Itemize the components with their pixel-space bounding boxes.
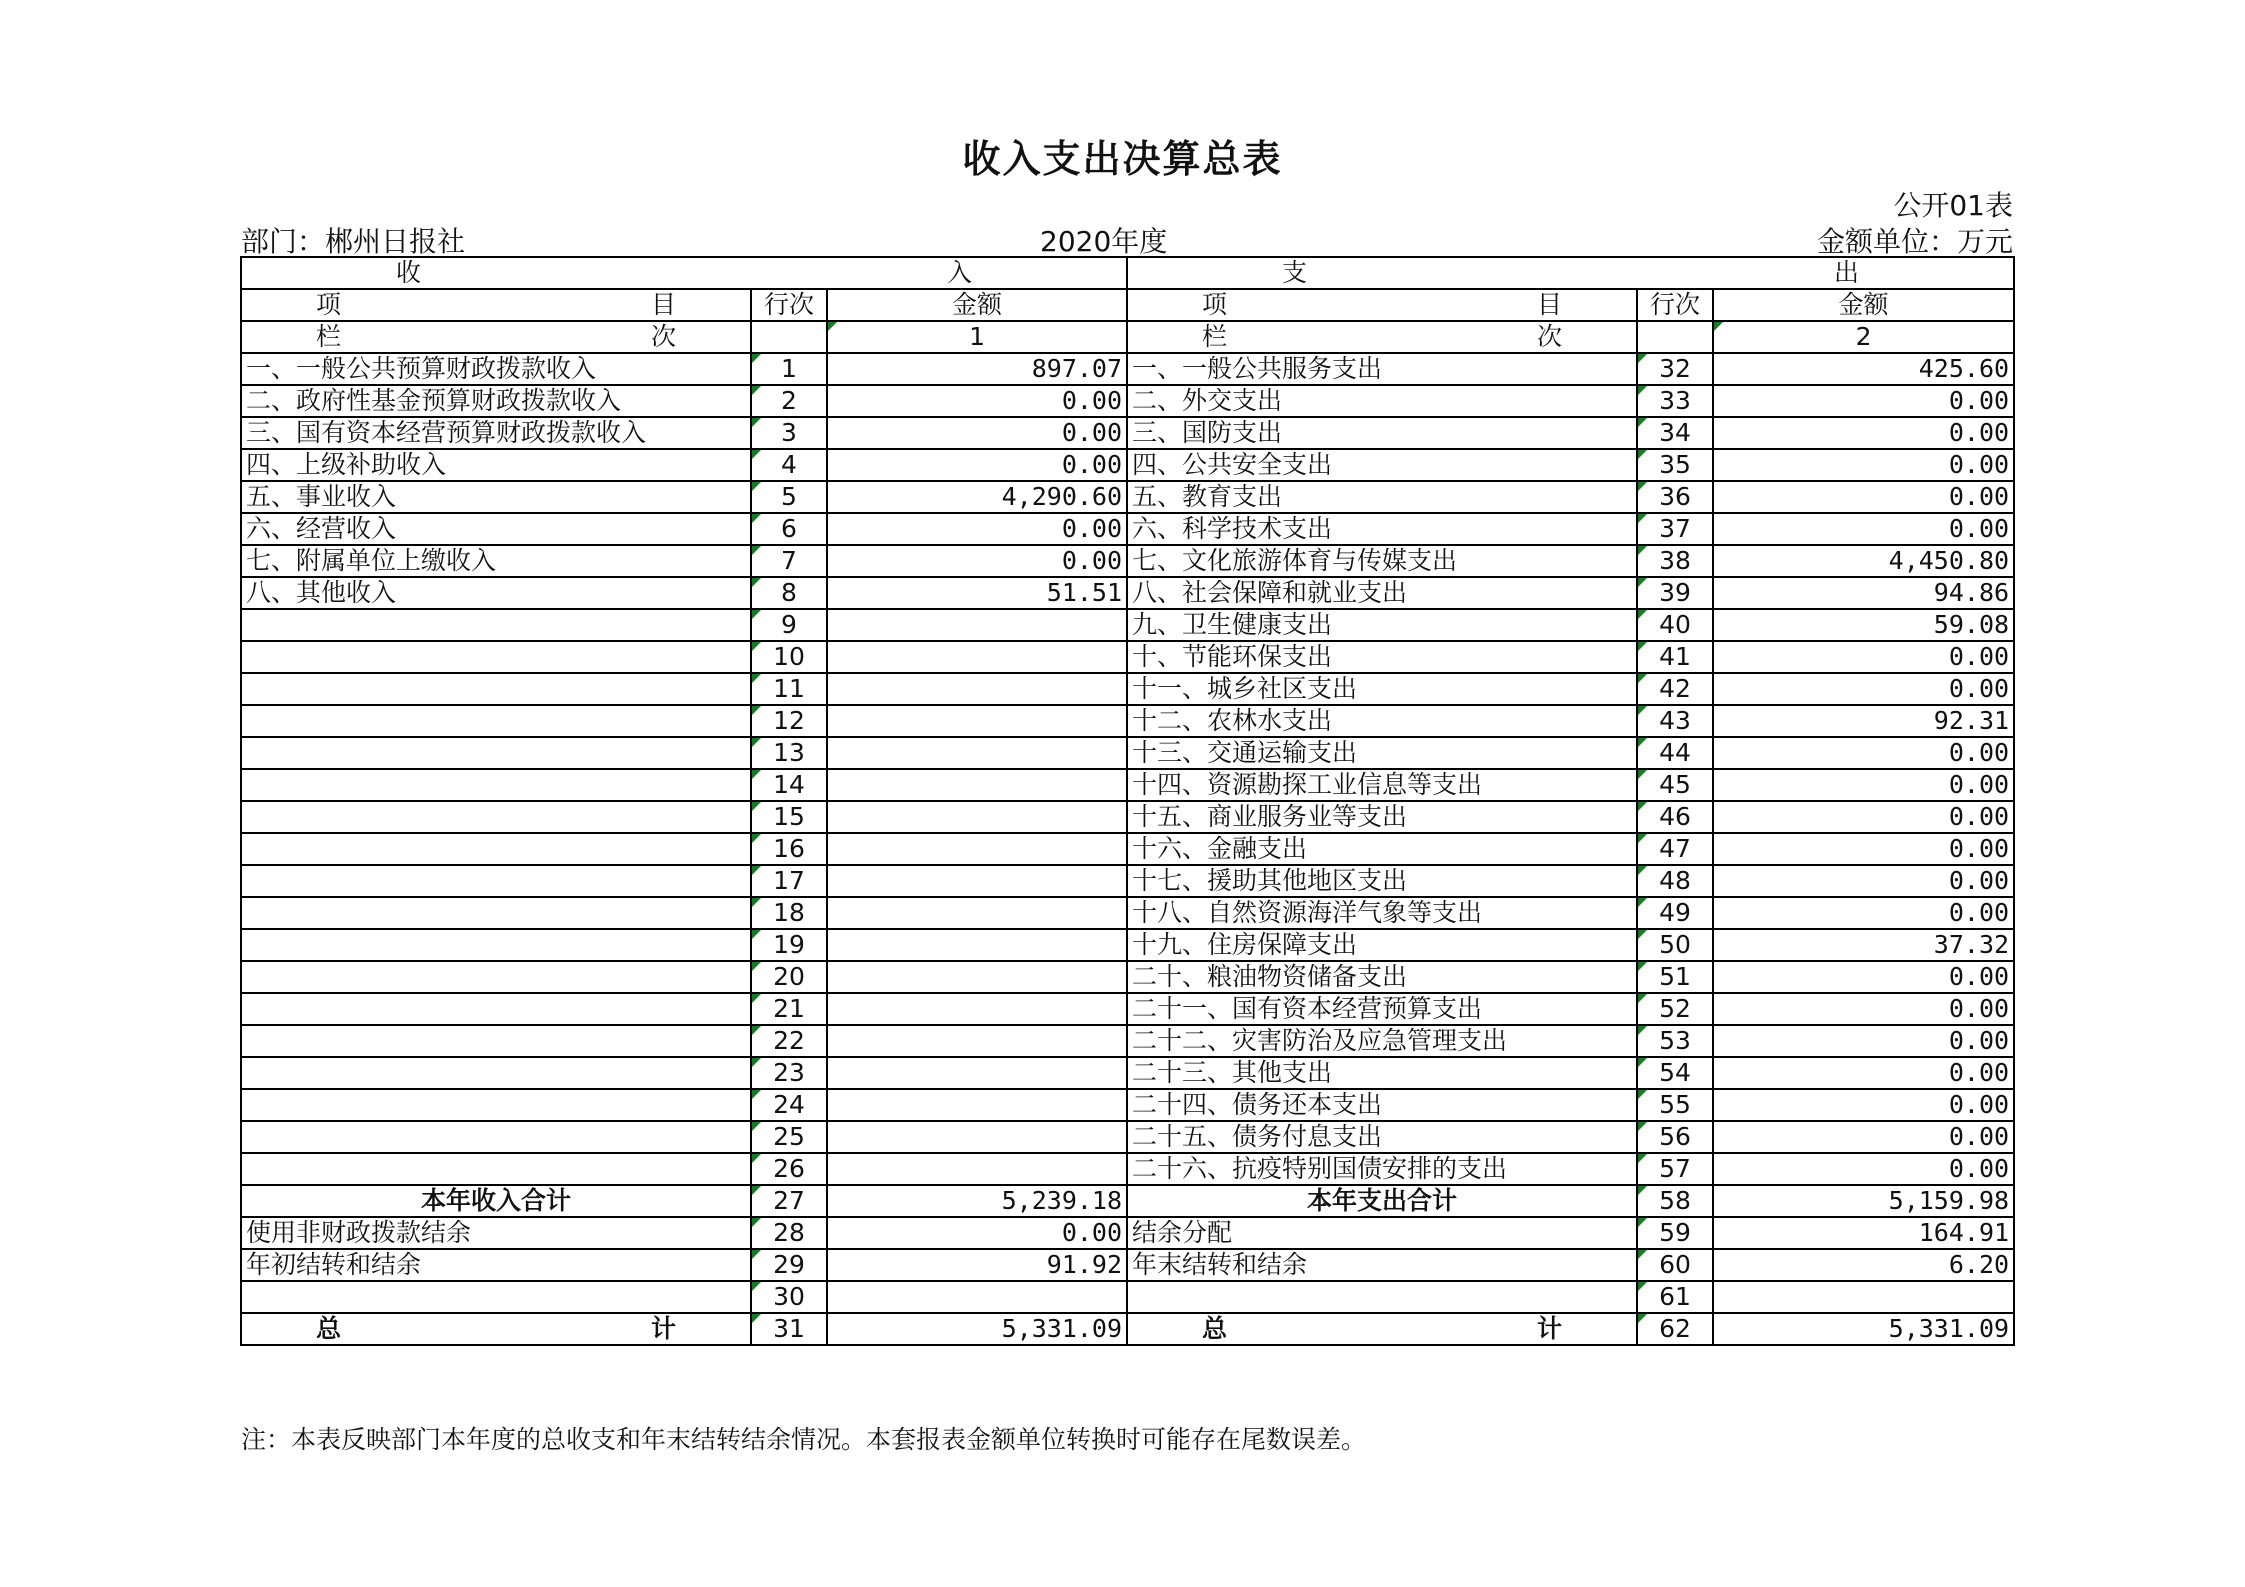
amount-unit: 金额单位：万元 [1816, 225, 2013, 258]
table-row [241, 961, 2014, 993]
table-row [241, 481, 2014, 513]
expense-rowno-cell: 58 [1637, 1185, 1713, 1217]
income-amount-cell: 4,290.60 [827, 481, 1127, 513]
income-amount-cell: 5,239.18 [827, 1185, 1127, 1217]
expense-amount-cell: 37.32 [1713, 929, 2014, 961]
expense-item-cell: 六、科学技术支出 [1127, 513, 1637, 545]
income-rowno-cell: 4 [751, 449, 827, 481]
income-rowno-cell: 12 [751, 705, 827, 737]
expense-amount-cell: 0.00 [1713, 769, 2014, 801]
income-expense-table [240, 256, 2015, 1346]
expense-rowno-cell: 45 [1637, 769, 1713, 801]
expense-amount-cell: 0.00 [1713, 513, 2014, 545]
income-amount-cell [827, 993, 1127, 1025]
expense-rowno-cell: 40 [1637, 609, 1713, 641]
table-row [241, 417, 2014, 449]
income-item-cell: 本年收入合计 [241, 1185, 751, 1217]
expense-rowno-header: 行次 [1637, 289, 1713, 321]
income-amount-cell [827, 801, 1127, 833]
income-item-cell: 八、其他收入 [241, 577, 751, 609]
expense-rowno-cell: 51 [1637, 961, 1713, 993]
table-row [241, 545, 2014, 577]
income-rowno-cell: 20 [751, 961, 827, 993]
expense-item-cell: 总 计 [1127, 1313, 1637, 1345]
income-item-cell [241, 929, 751, 961]
expense-item-cell: 年末结转和结余 [1127, 1249, 1637, 1281]
table-row [241, 385, 2014, 417]
table-row [241, 1089, 2014, 1121]
income-amount-cell [827, 833, 1127, 865]
income-item-cell [241, 769, 751, 801]
table-row [241, 897, 2014, 929]
income-item-cell [241, 705, 751, 737]
income-item-cell [241, 641, 751, 673]
income-item-cell: 五、事业收入 [241, 481, 751, 513]
income-rowno-cell: 19 [751, 929, 827, 961]
income-column-rowno [751, 321, 827, 353]
expense-item-cell: 十一、城乡社区支出 [1127, 673, 1637, 705]
expense-amount-cell: 425.60 [1713, 353, 2014, 385]
income-amount-cell [827, 705, 1127, 737]
expense-item-cell: 七、文化旅游体育与传媒支出 [1127, 545, 1637, 577]
expense-rowno-cell: 52 [1637, 993, 1713, 1025]
expense-item-cell: 二十一、国有资本经营预算支出 [1127, 993, 1637, 1025]
expense-rowno-cell: 59 [1637, 1217, 1713, 1249]
expense-amount-cell: 0.00 [1713, 1153, 2014, 1185]
table-row [241, 865, 2014, 897]
income-column-label: 栏 次 [241, 321, 751, 353]
expense-amount-cell: 5,159.98 [1713, 1185, 2014, 1217]
income-rowno-cell: 15 [751, 801, 827, 833]
expense-amount-cell: 0.00 [1713, 449, 2014, 481]
expense-amount-cell: 0.00 [1713, 737, 2014, 769]
expense-amount-cell: 0.00 [1713, 1121, 2014, 1153]
expense-amount-cell: 92.31 [1713, 705, 2014, 737]
table-row [241, 929, 2014, 961]
expense-item-cell: 二十五、债务付息支出 [1127, 1121, 1637, 1153]
income-rowno-cell: 2 [751, 385, 827, 417]
income-amount-cell [827, 1089, 1127, 1121]
expense-amount-cell: 164.91 [1713, 1217, 2014, 1249]
expense-rowno-cell: 61 [1637, 1281, 1713, 1313]
expense-rowno-cell: 39 [1637, 577, 1713, 609]
expense-rowno-cell: 42 [1637, 673, 1713, 705]
expense-column-index: 2 [1713, 321, 2014, 353]
expense-item-cell: 二十六、抗疫特别国债安排的支出 [1127, 1153, 1637, 1185]
income-rowno-cell: 21 [751, 993, 827, 1025]
table-row [241, 1025, 2014, 1057]
table-row [241, 513, 2014, 545]
expense-amount-cell: 0.00 [1713, 961, 2014, 993]
expense-rowno-cell: 57 [1637, 1153, 1713, 1185]
table-row [241, 833, 2014, 865]
income-amount-cell [827, 1057, 1127, 1089]
expense-item-cell: 二十二、灾害防治及应急管理支出 [1127, 1025, 1637, 1057]
income-rowno-cell: 11 [751, 673, 827, 705]
income-item-cell [241, 1057, 751, 1089]
expense-amount-cell: 0.00 [1713, 993, 2014, 1025]
income-amount-cell [827, 641, 1127, 673]
expense-amount-cell: 0.00 [1713, 865, 2014, 897]
income-item-cell [241, 1153, 751, 1185]
expense-item-cell: 结余分配 [1127, 1217, 1637, 1249]
income-item-cell: 总 计 [241, 1313, 751, 1345]
income-rowno-cell: 1 [751, 353, 827, 385]
expense-item-cell [1127, 1281, 1637, 1313]
income-rowno-cell: 17 [751, 865, 827, 897]
income-amount-cell [827, 609, 1127, 641]
income-amount-cell: 0.00 [827, 1217, 1127, 1249]
expense-rowno-cell: 43 [1637, 705, 1713, 737]
expense-amount-cell: 59.08 [1713, 609, 2014, 641]
income-rowno-cell: 22 [751, 1025, 827, 1057]
income-amount-cell: 91.92 [827, 1249, 1127, 1281]
expense-amount-cell: 0.00 [1713, 897, 2014, 929]
income-amount-cell: 897.07 [827, 353, 1127, 385]
expense-item-cell: 十三、交通运输支出 [1127, 737, 1637, 769]
income-rowno-cell: 25 [751, 1121, 827, 1153]
table-row [241, 1185, 2014, 1217]
table-row [241, 993, 2014, 1025]
table-row [241, 353, 2014, 385]
income-rowno-cell: 27 [751, 1185, 827, 1217]
income-rowno-cell: 10 [751, 641, 827, 673]
expense-item-header: 项 目 [1127, 289, 1637, 321]
income-rowno-cell: 13 [751, 737, 827, 769]
income-amount-cell [827, 737, 1127, 769]
income-amount-cell [827, 673, 1127, 705]
income-amount-cell [827, 929, 1127, 961]
expense-item-cell: 十九、住房保障支出 [1127, 929, 1637, 961]
income-rowno-cell: 24 [751, 1089, 827, 1121]
income-amount-cell: 0.00 [827, 385, 1127, 417]
expense-amount-cell: 0.00 [1713, 673, 2014, 705]
expense-column-label: 栏 次 [1127, 321, 1637, 353]
income-column-index: 1 [827, 321, 1127, 353]
income-item-cell: 四、上级补助收入 [241, 449, 751, 481]
table-row [241, 737, 2014, 769]
table-row [241, 1313, 2014, 1345]
expense-item-cell: 二十三、其他支出 [1127, 1057, 1637, 1089]
expense-rowno-cell: 47 [1637, 833, 1713, 865]
expense-amount-cell: 6.20 [1713, 1249, 2014, 1281]
table-row [241, 449, 2014, 481]
expense-item-cell: 九、卫生健康支出 [1127, 609, 1637, 641]
income-rowno-cell: 14 [751, 769, 827, 801]
income-item-cell [241, 865, 751, 897]
expense-amount-cell: 94.86 [1713, 577, 2014, 609]
income-item-cell [241, 1025, 751, 1057]
expense-amount-cell: 0.00 [1713, 641, 2014, 673]
form-code: 公开01表 [1893, 189, 2013, 222]
income-amount-cell [827, 769, 1127, 801]
expense-rowno-cell: 48 [1637, 865, 1713, 897]
expense-item-cell: 一、一般公共服务支出 [1127, 353, 1637, 385]
expense-rowno-cell: 53 [1637, 1025, 1713, 1057]
expense-amount-cell: 0.00 [1713, 801, 2014, 833]
income-rowno-cell: 8 [751, 577, 827, 609]
income-item-cell [241, 961, 751, 993]
table-row [241, 609, 2014, 641]
expense-item-cell: 三、国防支出 [1127, 417, 1637, 449]
income-rowno-cell: 26 [751, 1153, 827, 1185]
expense-amount-cell [1713, 1281, 2014, 1313]
expense-item-cell: 十二、农林水支出 [1127, 705, 1637, 737]
income-amount-cell [827, 1153, 1127, 1185]
page-title: 收入支出决算总表 [962, 137, 1283, 181]
income-item-cell [241, 1121, 751, 1153]
income-rowno-cell: 30 [751, 1281, 827, 1313]
expense-item-cell: 本年支出合计 [1127, 1185, 1637, 1217]
income-amount-cell [827, 897, 1127, 929]
income-rowno-cell: 29 [751, 1249, 827, 1281]
income-rowno-cell: 7 [751, 545, 827, 577]
income-rowno-cell: 23 [751, 1057, 827, 1089]
expense-amount-cell: 5,331.09 [1713, 1313, 2014, 1345]
expense-item-cell: 十八、自然资源海洋气象等支出 [1127, 897, 1637, 929]
income-item-cell [241, 737, 751, 769]
expense-item-cell: 十、节能环保支出 [1127, 641, 1637, 673]
expense-rowno-cell: 54 [1637, 1057, 1713, 1089]
table-row [241, 1121, 2014, 1153]
income-item-cell [241, 801, 751, 833]
income-item-cell [241, 1281, 751, 1313]
expense-rowno-cell: 60 [1637, 1249, 1713, 1281]
footnote: 注：本表反映部门本年度的总收支和年末结转结余情况。本套报表金额单位转换时可能存在尾数误差。 [241, 1425, 1367, 1454]
income-amount-cell: 0.00 [827, 417, 1127, 449]
income-amount-cell: 51.51 [827, 577, 1127, 609]
income-rowno-cell: 18 [751, 897, 827, 929]
expense-amount-cell: 0.00 [1713, 385, 2014, 417]
table-row [241, 577, 2014, 609]
table-row [241, 769, 2014, 801]
table-row [241, 801, 2014, 833]
income-rowno-header: 行次 [751, 289, 827, 321]
expense-rowno-cell: 33 [1637, 385, 1713, 417]
expense-section-header: 支 出 [1127, 257, 2014, 289]
expense-item-cell: 八、社会保障和就业支出 [1127, 577, 1637, 609]
table-row [241, 1057, 2014, 1089]
income-rowno-cell: 28 [751, 1217, 827, 1249]
income-item-cell [241, 833, 751, 865]
expense-rowno-cell: 50 [1637, 929, 1713, 961]
expense-amount-cell: 0.00 [1713, 417, 2014, 449]
header-row-columns [241, 289, 2014, 321]
table-row [241, 673, 2014, 705]
expense-item-cell: 十六、金融支出 [1127, 833, 1637, 865]
expense-item-cell: 十七、援助其他地区支出 [1127, 865, 1637, 897]
expense-rowno-cell: 41 [1637, 641, 1713, 673]
expense-item-cell: 四、公共安全支出 [1127, 449, 1637, 481]
income-rowno-cell: 16 [751, 833, 827, 865]
expense-item-cell: 五、教育支出 [1127, 481, 1637, 513]
expense-amount-cell: 0.00 [1713, 481, 2014, 513]
income-amount-header: 金额 [827, 289, 1127, 321]
income-rowno-cell: 6 [751, 513, 827, 545]
income-amount-cell [827, 1121, 1127, 1153]
expense-item-cell: 二十、粮油物资储备支出 [1127, 961, 1637, 993]
expense-item-cell: 二、外交支出 [1127, 385, 1637, 417]
expense-amount-cell: 0.00 [1713, 1025, 2014, 1057]
income-item-cell: 年初结转和结余 [241, 1249, 751, 1281]
income-section-header: 收 入 [241, 257, 1127, 289]
fiscal-year: 2020年度 [1040, 225, 1168, 258]
table-row [241, 1153, 2014, 1185]
income-amount-cell [827, 1281, 1127, 1313]
income-item-cell: 六、经营收入 [241, 513, 751, 545]
income-item-cell: 一、一般公共预算财政拨款收入 [241, 353, 751, 385]
income-item-cell [241, 993, 751, 1025]
expense-amount-cell: 0.00 [1713, 1089, 2014, 1121]
expense-rowno-cell: 62 [1637, 1313, 1713, 1345]
income-rowno-cell: 31 [751, 1313, 827, 1345]
expense-amount-cell: 4,450.80 [1713, 545, 2014, 577]
expense-amount-header: 金额 [1713, 289, 2014, 321]
income-item-header: 项 目 [241, 289, 751, 321]
expense-item-cell: 十五、商业服务业等支出 [1127, 801, 1637, 833]
expense-amount-cell: 0.00 [1713, 833, 2014, 865]
table-row [241, 1281, 2014, 1313]
income-amount-cell [827, 961, 1127, 993]
header-row-section [241, 257, 2014, 289]
income-amount-cell: 0.00 [827, 513, 1127, 545]
income-item-cell [241, 1089, 751, 1121]
header-row-column-index [241, 321, 2014, 353]
income-amount-cell [827, 865, 1127, 897]
expense-rowno-cell: 46 [1637, 801, 1713, 833]
expense-amount-cell: 0.00 [1713, 1057, 2014, 1089]
department-label: 部门：郴州日报社 [241, 225, 466, 258]
expense-rowno-cell: 35 [1637, 449, 1713, 481]
table-row [241, 705, 2014, 737]
expense-rowno-cell: 37 [1637, 513, 1713, 545]
expense-item-cell: 二十四、债务还本支出 [1127, 1089, 1637, 1121]
income-item-cell: 三、国有资本经营预算财政拨款收入 [241, 417, 751, 449]
expense-rowno-cell: 38 [1637, 545, 1713, 577]
income-amount-cell: 0.00 [827, 449, 1127, 481]
income-item-cell: 七、附属单位上缴收入 [241, 545, 751, 577]
expense-rowno-cell: 49 [1637, 897, 1713, 929]
expense-rowno-cell: 36 [1637, 481, 1713, 513]
table-row [241, 1249, 2014, 1281]
income-item-cell [241, 673, 751, 705]
income-rowno-cell: 5 [751, 481, 827, 513]
income-amount-cell: 5,331.09 [827, 1313, 1127, 1345]
expense-column-rowno [1637, 321, 1713, 353]
income-rowno-cell: 3 [751, 417, 827, 449]
table-row [241, 1217, 2014, 1249]
expense-rowno-cell: 34 [1637, 417, 1713, 449]
income-item-cell [241, 897, 751, 929]
income-amount-cell [827, 1025, 1127, 1057]
expense-rowno-cell: 44 [1637, 737, 1713, 769]
expense-rowno-cell: 56 [1637, 1121, 1713, 1153]
table-row [241, 641, 2014, 673]
income-item-cell: 使用非财政拨款结余 [241, 1217, 751, 1249]
income-item-cell [241, 609, 751, 641]
income-rowno-cell: 9 [751, 609, 827, 641]
income-amount-cell: 0.00 [827, 545, 1127, 577]
income-item-cell: 二、政府性基金预算财政拨款收入 [241, 385, 751, 417]
expense-rowno-cell: 55 [1637, 1089, 1713, 1121]
expense-rowno-cell: 32 [1637, 353, 1713, 385]
expense-item-cell: 十四、资源勘探工业信息等支出 [1127, 769, 1637, 801]
